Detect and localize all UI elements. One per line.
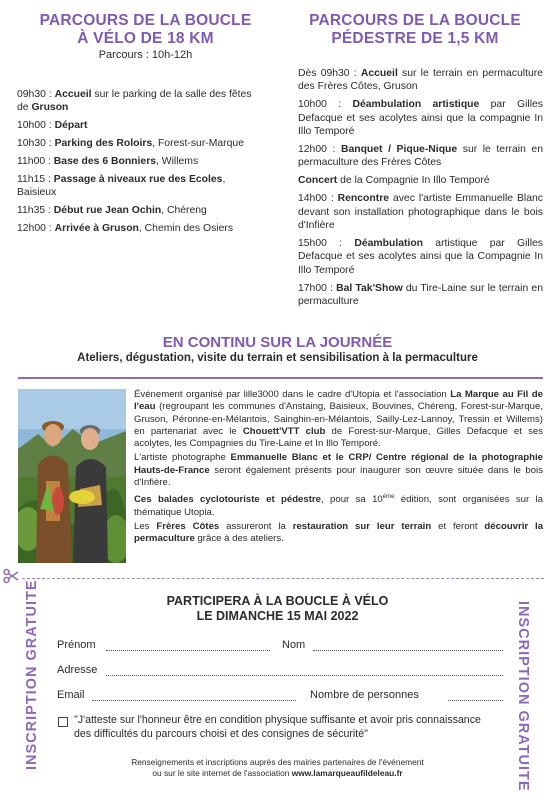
item-name: Déambulation bbox=[354, 237, 424, 249]
item-name: Rencontre bbox=[337, 193, 390, 205]
pedestre-title-line-2: PÉDESTRE DE 1,5 KM bbox=[331, 30, 499, 47]
item-time: 12h00 bbox=[298, 144, 327, 156]
item-time: 17h00 bbox=[298, 282, 327, 294]
item-name: Déambulation artistique bbox=[352, 99, 480, 111]
velo-title-line-2: À VÉLO DE 18 KM bbox=[77, 30, 214, 47]
attest-text: "J'atteste sur l'honneur être en condition physique suffisante et avoir pris connaissance des difficultés du parcours choisi et des consignes de sécurité" bbox=[74, 714, 481, 740]
item-name: Base des 6 Bonniers bbox=[53, 156, 157, 168]
event-description bbox=[134, 389, 543, 548]
nombre-field[interactable] bbox=[448, 700, 503, 701]
prenom-field[interactable] bbox=[106, 650, 270, 651]
email-field[interactable] bbox=[92, 700, 296, 701]
velo-program-item: 10h00 : Départ bbox=[17, 120, 88, 132]
pedestre-program-item bbox=[298, 174, 543, 187]
footer-line-1: Renseignements et inscriptions auprès des mairies partenaires de l'événement bbox=[131, 757, 424, 767]
desc-paragraph-4: Les Frères Côtes assureront la restauration sur leur terrain et feront découvrir la permaculture grâce à des ateliers. bbox=[134, 521, 544, 545]
item-detail: , Chemin des Osiers bbox=[138, 223, 234, 235]
item-time: 11h15 bbox=[17, 174, 46, 186]
item-detail: , Baisieux bbox=[17, 174, 226, 199]
form-title-line-1: PARTICIPERA À LA BOUCLE À VÉLO bbox=[166, 594, 389, 608]
item-detail: avec l'artiste Emmanuelle Blanc devant son installation photographique dans le bois d'Infière bbox=[298, 193, 543, 232]
velo-schedule: Parcours : 10h-12h bbox=[98, 49, 193, 61]
footer bbox=[0, 757, 555, 779]
nom-field[interactable] bbox=[313, 650, 503, 651]
attest-checkbox[interactable] bbox=[58, 717, 68, 727]
item-name: Départ bbox=[54, 120, 88, 132]
continu-title: EN CONTINU SUR LA JOURNÉE bbox=[162, 334, 393, 351]
nom-label: Nom bbox=[282, 639, 306, 651]
item-name: Parking des Roloirs bbox=[54, 138, 153, 150]
item-detail: du Tire-Laine sur le terrain en permaculture bbox=[298, 282, 543, 308]
item-name: Passage à niveaux rue des Ecoles bbox=[53, 174, 223, 186]
item-detail: de la Compagnie In Illo Temporé bbox=[337, 175, 490, 187]
cut-line bbox=[22, 578, 544, 579]
pedestre-program-item: 14h00 : Rencontre avec l'artiste Emmanuelle Blanc devant son installation photographique dans le bois d'Infière bbox=[298, 193, 543, 232]
farmers-photo bbox=[18, 389, 126, 563]
item-time: 15h00 bbox=[298, 237, 327, 249]
item-time: 09h30 bbox=[320, 68, 350, 79]
item-detail: , Forest-sur-Marque bbox=[152, 138, 244, 150]
item-detail: sur le terrain en permaculture des Frères Côtes, Gruson bbox=[298, 68, 543, 93]
pedestre-program-item: 15h00 : Déambulation artistique par Gilles Defacque et ses acolytes ainsi que la Compagnie In Illo Temporé bbox=[298, 237, 543, 276]
velo-program bbox=[17, 88, 265, 240]
item-time: 11h00 bbox=[17, 156, 46, 168]
item-name: Concert bbox=[298, 175, 338, 187]
item-detail: sur le parking de la salle des fêtes de bbox=[17, 89, 252, 114]
item-name: Banquet / Pique-Nique bbox=[340, 144, 458, 156]
item-time: 12h00 bbox=[17, 223, 46, 235]
item-detail: sur le terrain en permaculture des Frères Côtes bbox=[298, 144, 543, 169]
pedestre-title bbox=[290, 12, 540, 48]
item-detail: par Gilles Defacque et ses acolytes ainsi que la compagnie In Illo Temporé bbox=[298, 99, 543, 138]
item-name: Bal Tak'Show bbox=[336, 282, 403, 294]
item-prefix: Dès bbox=[298, 68, 321, 79]
velo-title-line-1: PARCOURS DE LA BOUCLE bbox=[39, 12, 252, 29]
item-time: 09h30 bbox=[17, 89, 46, 100]
adresse-field[interactable] bbox=[106, 675, 503, 676]
footer-line-2: ou sur le site internet de l'association www.lamarqueaufildeleau.fr bbox=[152, 768, 403, 778]
desc-paragraph-3: Ces balades cyclotouriste et pédestre, pour sa 10ème édition, sont organisées sur la thématique Utopia. bbox=[134, 494, 544, 518]
item-name: Accueil bbox=[360, 68, 398, 79]
item-time: 10h00 bbox=[298, 99, 327, 111]
item-time: 14h00 bbox=[298, 193, 327, 205]
item-time: 11h35 bbox=[17, 205, 46, 217]
velo-program-item: 10h30 : Parking des Roloirs, Forest-sur-Marque bbox=[17, 138, 244, 150]
velo-title bbox=[18, 12, 273, 48]
side-label-left: INSCRIPTION GRATUITE bbox=[24, 579, 40, 770]
item-detail: , Willems bbox=[156, 156, 199, 168]
pedestre-program-item: 17h00 : Bal Tak'Show du Tire-Laine sur le terrain en permaculture bbox=[298, 282, 543, 308]
nombre-label: Nombre de personnes bbox=[310, 689, 419, 701]
form-title-line-2: LE DIMANCHE 15 MAI 2022 bbox=[196, 609, 359, 623]
pedestre-program bbox=[298, 67, 543, 313]
velo-program-item: 11h15 : Passage à niveaux rue des Ecoles, Baisieux bbox=[17, 174, 226, 199]
velo-program-item: 12h00 : Arrivée à Gruson, Chemin des Osiers bbox=[17, 223, 234, 235]
desc-paragraph-2: L'artiste photographe Emmanuelle Blanc et le CRP/ Centre régional de la photographie Hauts-de-France seront également présents pour inaugurer son œuvre située dans le bois d'Infière. bbox=[134, 452, 543, 489]
item-time: 10h00 bbox=[17, 120, 46, 132]
email-label: Email bbox=[57, 689, 85, 701]
velo-program-item: 11h35 : Début rue Jean Ochin, Chéreng bbox=[17, 205, 207, 217]
velo-program-item: 09h30 : Accueil sur le parking de la salle des fêtes de Gruson bbox=[17, 89, 252, 114]
item-name: Début rue Jean Ochin bbox=[53, 205, 162, 217]
continu-subtitle: Ateliers, dégustation, visite du terrain et sensibilisation à la permaculture bbox=[77, 352, 478, 364]
pedestre-program-item: Dès 09h30 : Accueil sur le terrain en permaculture des Frères Côtes, Gruson bbox=[298, 68, 543, 93]
item-detail: artistique par Gilles Defacque et ses acolytes ainsi que la Compagnie In Illo Temporé bbox=[298, 237, 543, 276]
prenom-label: Prénom bbox=[57, 639, 96, 651]
scissors-icon bbox=[3, 568, 19, 584]
adresse-label: Adresse bbox=[57, 664, 98, 676]
pedestre-program-item: 10h00 : Déambulation artistique par Gilles Defacque et ses acolytes ainsi que la compagnie In Illo Temporé bbox=[298, 99, 543, 138]
website-link[interactable]: www.lamarqueaufildeleau.fr bbox=[291, 768, 403, 778]
item-name: Arrivée à Gruson bbox=[54, 223, 139, 235]
side-label-right: INSCRIPTION GRATUITE bbox=[515, 601, 531, 792]
pedestre-program-item: 12h00 : Banquet / Pique-Nique sur le terrain en permaculture des Frères Côtes bbox=[298, 144, 543, 169]
item-place: Gruson bbox=[31, 102, 69, 114]
section-divider bbox=[18, 377, 543, 379]
desc-paragraph-1: Événement organisé par lille3000 dans le cadre d'Utopia et l'association La Marque au Fil de l'eau (regroupant les communes d'Anstaing, Baisieux, Bouvines, Chéreng, Forest-sur-Marque, Gruson, Péronne-en-Mélantois, Sainghin-en-Mélantois, Sailly-Lez-Lannoy, Tressin et Willems) en partenariat avec le Chouett'VTT club de Forest-sur-Marque, Gilles Defacque et ses acolytes, les Compagnies du Tire-Laine et In Illo Temporé. bbox=[134, 389, 544, 450]
form-title bbox=[0, 594, 555, 624]
pedestre-title-line-1: PARCOURS DE LA BOUCLE bbox=[309, 12, 521, 29]
item-time: 10h30 bbox=[17, 138, 46, 150]
item-detail: , Chéreng bbox=[161, 205, 207, 217]
item-name: Accueil bbox=[54, 89, 92, 100]
velo-program-item: 11h00 : Base des 6 Bonniers, Willems bbox=[17, 156, 199, 168]
